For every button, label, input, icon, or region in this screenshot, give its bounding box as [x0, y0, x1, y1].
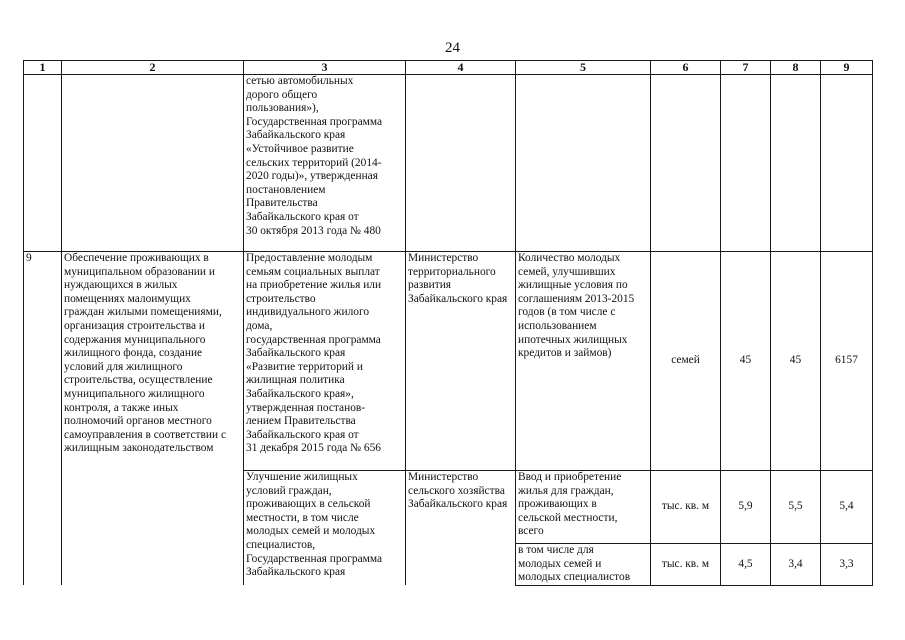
unit-b-young: тыс. кв. м — [651, 544, 721, 586]
header-row — [24, 61, 873, 75]
column-header-7: 7 — [721, 61, 771, 75]
program-b-text: Улучшение жилищных условий граждан, проживающих в сельской местности, в том числе молодых семей и молодых специалистов, Государственная программа Забайкальского края — [244, 471, 406, 586]
column-header-8: 8 — [771, 61, 821, 75]
program-a-text: Предоставление молодым семьям социальных выплат на приобретение жилья или строительство индивидуального жилого дома, государственная программа Забайкальского края «Развитие территорий и жилищная политика Забайкальского края», утвержденная постанов- лением Правительства Забайкальского края от 31 декабря 2015 года № 656 — [244, 252, 406, 471]
indicator-a: Количество молодых семей, улучшивших жилищные условия по соглашениям 2013-2015 годов (в том числе с использованием ипотечных жилищных кредитов и займов) — [516, 252, 651, 471]
cell-empty — [771, 75, 821, 252]
value-b-total-col8: 5,5 — [771, 471, 821, 544]
column-header-4: 4 — [406, 61, 516, 75]
column-header-9: 9 — [821, 61, 873, 75]
table-row-9a — [24, 252, 873, 471]
unit-b-total: тыс. кв. м — [651, 471, 721, 544]
continuation-row — [24, 75, 873, 252]
page-number: 24 — [445, 40, 460, 56]
value-b-young-col9: 3,3 — [821, 544, 873, 586]
cell-empty — [516, 75, 651, 252]
value-b-young-col8: 3,4 — [771, 544, 821, 586]
column-header-1: 1 — [24, 61, 62, 75]
cell-empty — [651, 75, 721, 252]
program-table — [23, 60, 873, 586]
cell-empty — [406, 75, 516, 252]
cell-empty — [821, 75, 873, 252]
indicator-b-total: Ввод и приобретение жилья для граждан, проживающих в сельской местности, всего — [516, 471, 651, 544]
ministry-b: Министерство сельского хозяйства Забайкальского края — [406, 471, 516, 586]
task-description: Обеспечение проживающих в муниципальном образовании и нуждающихся в жилых помещениях малоимущих граждан жилыми помещениями, организация строительства и содержания муниципального жилищного фонда, создание условий для жилищного строительства, осуществление муниципального жилищного контроля, а также иных полномочий органов местного самоуправления в соответствии с жилищным законодательством — [62, 252, 244, 586]
column-header-2: 2 — [62, 61, 244, 75]
value-b-young-col7: 4,5 — [721, 544, 771, 586]
cell-empty — [62, 75, 244, 252]
unit-a: семей — [651, 252, 721, 471]
column-header-6: 6 — [651, 61, 721, 75]
row-number: 9 — [24, 252, 62, 586]
column-header-5: 5 — [516, 61, 651, 75]
value-a-col9: 6157 — [821, 252, 873, 471]
column-header-3: 3 — [244, 61, 406, 75]
cell-empty — [24, 75, 62, 252]
continuation-program-text: сетью автомобильных дорого общего пользования»), Государственная программа Забайкальского края «Устойчивое развитие сельских территорий (2014- 2020 годы)», утвержденная постановлением Правительства Забайкальского края от 30 октября 2013 года № 480 — [244, 75, 406, 252]
value-b-total-col9: 5,4 — [821, 471, 873, 544]
indicator-b-young: в том числе для молодых семей и молодых специалистов — [516, 544, 651, 586]
value-b-total-col7: 5,9 — [721, 471, 771, 544]
value-a-col7: 45 — [721, 252, 771, 471]
value-a-col8: 45 — [771, 252, 821, 471]
ministry-a: Министерство территориального развития Забайкальского края — [406, 252, 516, 471]
cell-empty — [721, 75, 771, 252]
